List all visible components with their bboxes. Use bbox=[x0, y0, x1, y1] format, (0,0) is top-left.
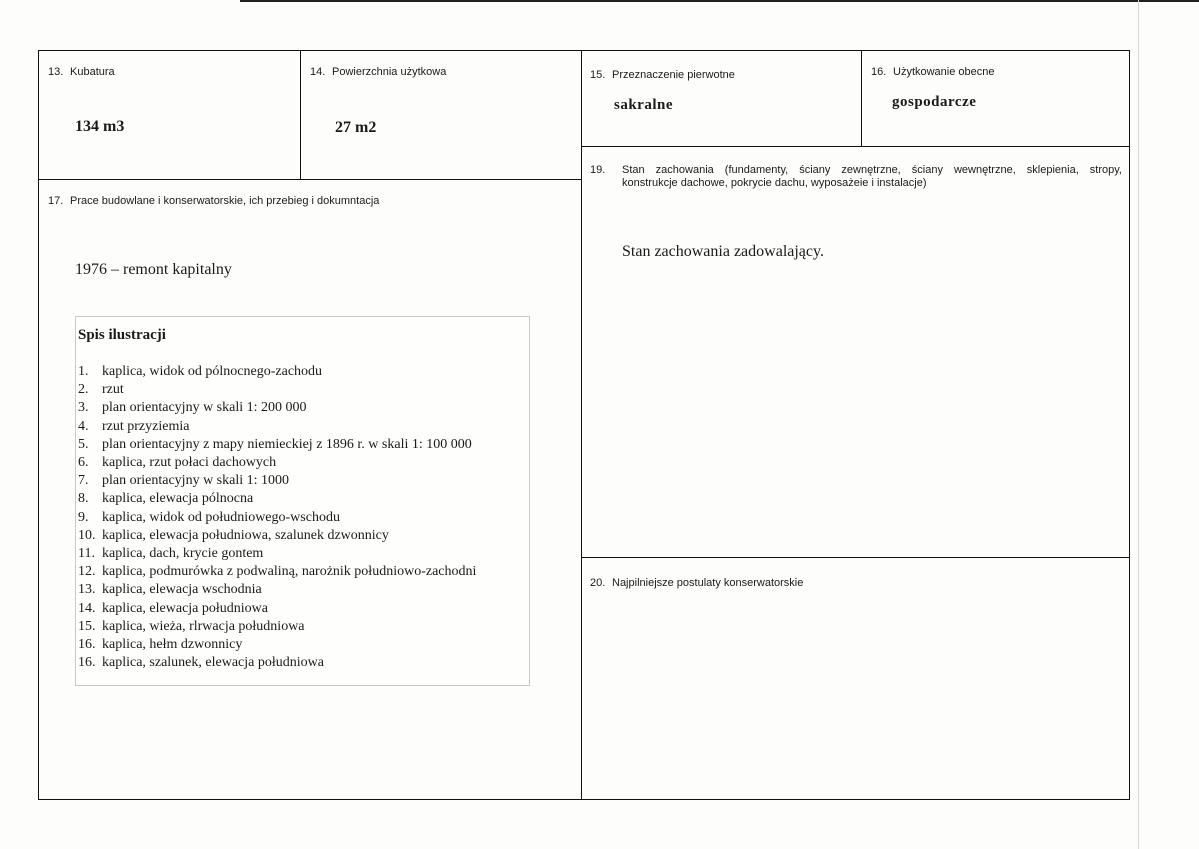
list-item bbox=[78, 581, 476, 599]
field-16-label bbox=[871, 65, 995, 79]
field-16-number: 16. bbox=[871, 66, 887, 78]
list-item-number: 2. bbox=[78, 382, 89, 398]
list-item-text: kaplica, elewacja wschodnia bbox=[102, 582, 262, 598]
list-item-text: kaplica, widok od pólnocnego-zachodu bbox=[102, 364, 323, 379]
list-item-number: 7. bbox=[78, 473, 89, 489]
list-item-number: 5. bbox=[78, 436, 89, 452]
divider-col-13-14 bbox=[300, 50, 301, 180]
field-14-value: 27 m2 bbox=[335, 119, 377, 136]
field-19-label-line2: konstrukcje dachowe, pokrycie dachu, wyposażeie i instalacje) bbox=[622, 177, 927, 189]
list-item-text: kaplica, dach, krycie gontem bbox=[102, 546, 264, 562]
list-item bbox=[78, 490, 476, 508]
field-20-number: 20. bbox=[590, 577, 606, 589]
field-14-number: 14. bbox=[310, 66, 326, 78]
illustration-list-insert bbox=[75, 316, 530, 686]
divider-top-row-bottom-left bbox=[38, 179, 582, 180]
field-17-value: 1976 – remont kapitalny bbox=[75, 261, 232, 278]
list-item-text: kaplica, elewacja pólnocna bbox=[102, 491, 254, 507]
list-item-number: 16. bbox=[78, 637, 96, 653]
list-item-number: 13. bbox=[78, 582, 96, 598]
list-item bbox=[78, 454, 476, 472]
list-item bbox=[78, 654, 476, 672]
list-item-number: 12. bbox=[78, 564, 96, 580]
field-19-value: Stan zachowania zadowalający. bbox=[622, 243, 824, 260]
list-item bbox=[78, 472, 476, 490]
list-item-text: plan orientacyjny w skali 1: 200 000 bbox=[102, 400, 307, 416]
list-item-text: rzut bbox=[102, 382, 124, 398]
list-item-text: kaplica, szalunek, elewacja południowa bbox=[102, 655, 324, 671]
scan-top-edge bbox=[240, 0, 1199, 2]
list-item bbox=[78, 636, 476, 654]
field-13-value: 134 m3 bbox=[75, 118, 125, 135]
list-item bbox=[78, 527, 476, 545]
list-item-number: 9. bbox=[78, 509, 89, 525]
list-item bbox=[78, 509, 476, 527]
list-item-text: kaplica, elewacja południowa, szalunek dzwonnicy bbox=[102, 527, 389, 543]
field-14-label-text: Powierzchnia użytkowa bbox=[332, 66, 447, 78]
divider-top-row-bottom-right bbox=[581, 146, 1130, 147]
list-item-text: rzut przyziemia bbox=[102, 418, 190, 434]
field-13-label bbox=[48, 65, 115, 79]
list-item-text: kaplica, hełm dzwonnicy bbox=[102, 637, 243, 653]
list-item-number: 6. bbox=[78, 455, 89, 471]
field-17-label bbox=[48, 194, 379, 208]
field-16-value: gospodarcze bbox=[892, 94, 977, 110]
list-item-number: 14. bbox=[78, 600, 96, 616]
list-item-text: kaplica, wieża, rlrwacja południowa bbox=[102, 618, 305, 634]
list-item-number: 16. bbox=[78, 655, 96, 671]
list-item-number: 15. bbox=[78, 618, 96, 634]
list-item-number: 8. bbox=[78, 491, 89, 507]
list-item bbox=[78, 618, 476, 636]
field-14-label bbox=[310, 65, 446, 79]
divider-col-15-16 bbox=[861, 50, 862, 147]
list-item-text: kaplica, widok od południowego-wschodu bbox=[102, 509, 340, 525]
field-19-number: 19. bbox=[590, 164, 606, 176]
divider-19-20 bbox=[581, 557, 1130, 558]
scan-right-edge bbox=[1138, 0, 1139, 849]
field-15-label bbox=[590, 68, 735, 82]
field-20-label-text: Najpilniejsze postulaty konserwatorskie bbox=[612, 577, 804, 589]
list-item-number: 10. bbox=[78, 527, 96, 543]
list-item bbox=[78, 418, 476, 436]
field-15-label-text: Przeznaczenie pierwotne bbox=[612, 69, 735, 81]
field-13-label-text: Kubatura bbox=[70, 66, 115, 78]
field-20-label bbox=[590, 576, 803, 590]
field-13-number: 13. bbox=[48, 66, 64, 78]
list-item bbox=[78, 600, 476, 618]
list-item-text: plan orientacyjny w skali 1: 1000 bbox=[102, 473, 290, 489]
list-item-number: 3. bbox=[78, 400, 89, 416]
list-item-text: plan orientacyjny z mapy niemieckiej z 1896 r. w skali 1: 100 000 bbox=[102, 436, 472, 452]
list-item-number: 1. bbox=[78, 364, 89, 379]
field-17-number: 17. bbox=[48, 195, 64, 207]
list-item bbox=[78, 436, 476, 454]
list-item-text: kaplica, rzut połaci dachowych bbox=[102, 455, 277, 471]
field-15-value: sakralne bbox=[614, 97, 674, 113]
field-19-label bbox=[590, 164, 1122, 190]
list-item bbox=[78, 363, 476, 381]
list-item bbox=[78, 545, 476, 563]
field-19-label-line1: Stan zachowania (fundamenty, ściany zewnętrzne, ściany wewnętrzne, sklepienia, stropy, bbox=[622, 164, 1122, 176]
field-17-label-text: Prace budowlane i konserwatorskie, ich przebieg i dokumntacja bbox=[70, 195, 380, 207]
field-15-number: 15. bbox=[590, 69, 606, 81]
divider-main-vertical bbox=[581, 50, 582, 800]
field-16-label-text: Użytkowanie obecne bbox=[893, 66, 995, 78]
illustration-list-title: Spis ilustracji bbox=[78, 327, 166, 343]
list-item-text: kaplica, podmurówka z podwaliną, narożnik południowo-zachodni bbox=[102, 564, 477, 580]
list-item-text: kaplica, elewacja południowa bbox=[102, 600, 268, 616]
list-item bbox=[78, 563, 476, 581]
illustration-list bbox=[78, 363, 476, 672]
list-item-number: 11. bbox=[78, 546, 95, 562]
list-item-number: 4. bbox=[78, 418, 89, 434]
list-item bbox=[78, 381, 476, 399]
list-item bbox=[78, 399, 476, 417]
